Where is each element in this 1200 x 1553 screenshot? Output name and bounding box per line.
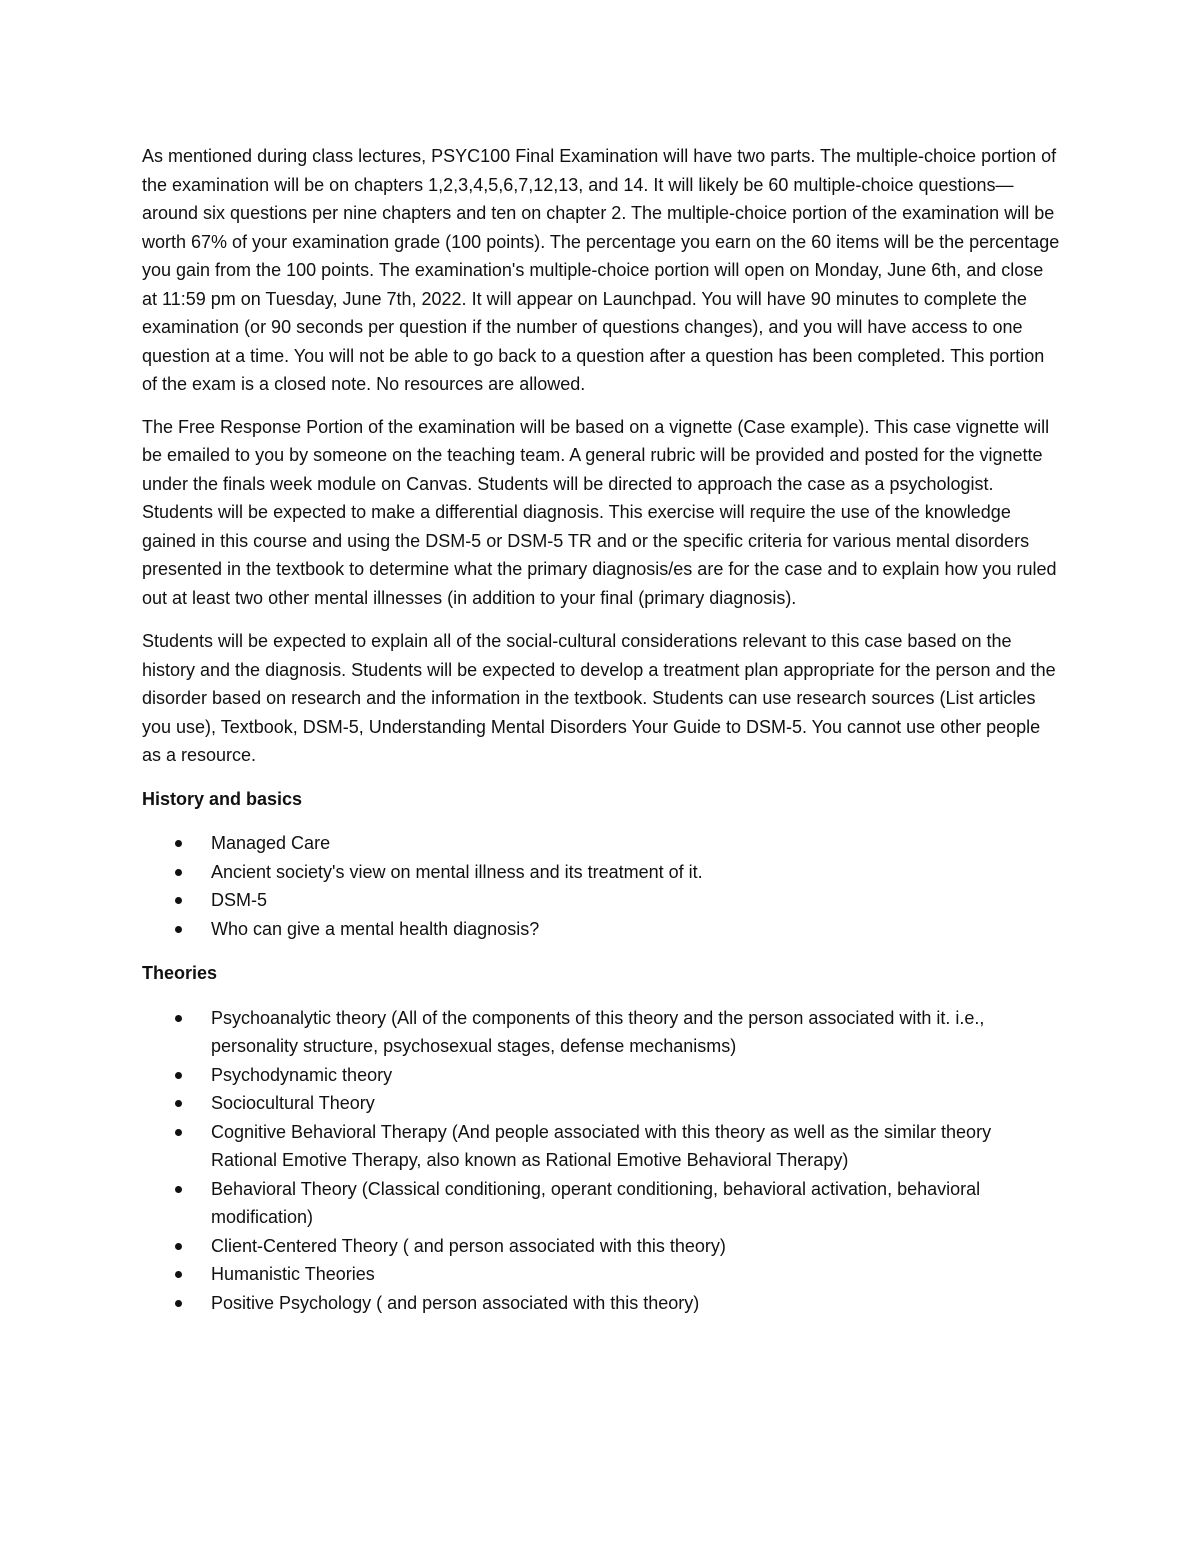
list-item: Ancient society's view on mental illness and its treatment of it. [142,858,1060,887]
list-item: Behavioral Theory (Classical conditioning, operant conditioning, behavioral activation, behavioral modification) [142,1175,1060,1232]
theories-list [142,1004,1060,1318]
list-item: Psychoanalytic theory (All of the components of this theory and the person associated with it. i.e., personality structure, psychosexual stages, defense mechanisms) [142,1004,1060,1061]
list-item: Cognitive Behavioral Therapy (And people associated with this theory as well as the similar theory Rational Emotive Therapy, also known as Rational Emotive Behavioral Therapy) [142,1118,1060,1175]
section-heading-theories: Theories [142,963,218,983]
bullet-icon [175,869,182,876]
list-item: Psychodynamic theory [142,1061,1060,1090]
free-response-paragraph: The Free Response Portion of the examination will be based on a vignette (Case example). This case vignette will be emailed to you by someone on the teaching team. A general rubric will be provided and posted for the vignette under the finals week module on Canvas. Students will be directed to approach the case as a psychologist. Students will be expected to make a differential diagnosis. This exercise will require the use of the knowledge gained in this course and using the DSM-5 or DSM-5 TR and or the specific criteria for various mental disorders presented in the textbook to determine what the primary diagnosis/es are for the case and to explain how you ruled out at least two other mental illnesses (in addition to your final (primary diagnosis). [142,416,1057,608]
bullet-icon [175,1243,182,1250]
list-item: Positive Psychology ( and person associated with this theory) [142,1289,1060,1318]
section-heading-history: History and basics [142,788,303,809]
list-item: Humanistic Theories [142,1260,1060,1289]
history-list [142,829,1060,943]
document-page [142,142,1060,1333]
bullet-icon [175,840,182,847]
intro-paragraph: As mentioned during class lectures, PSYC100 Final Examination will have two parts. The multiple-choice portion of the examination will be on chapters 1,2,3,4,5,6,7,12,13, and 14. It will likely be 60 multiple-choice questions— around six questions per nine chapters and ten on chapter 2. The multiple-choice portion of the examination will be worth 67% of your examination grade (100 points). The percentage you earn on the 60 items will be the percentage you gain from the 100 points. The examination's multiple-choice portion will open on Monday, June 6th, and close at 11:59 pm on Tuesday, June 7th, 2022. It will appear on Launchpad. You will have 90 minutes to complete the examination (or 90 seconds per question if the number of questions changes), and you will have access to one question at a time. You will not be able to go back to a question after a question has been completed. This portion of the exam is a closed note. No resources are allowed. [142,146,1060,394]
list-item: Managed Care [142,829,1060,858]
list-item: DSM-5 [142,886,1060,915]
expectations-paragraph: Students will be expected to explain all of the social-cultural considerations relevant to this case based on the history and the diagnosis. Students will be expected to develop a treatment plan appropriate for the person and the disorder based on research and the information in the textbook. Students can use research sources (List articles you use), Textbook, DSM-5, Understanding Mental Disorders Your Guide to DSM-5. You cannot use other people as a resource. [142,631,1056,765]
list-item: Client-Centered Theory ( and person associated with this theory) [142,1232,1060,1261]
bullet-icon [175,1129,182,1136]
list-item: Sociocultural Theory [142,1089,1060,1118]
bullet-icon [175,1100,182,1107]
bullet-icon [175,1015,182,1022]
bullet-icon [175,1072,182,1079]
bullet-icon [175,1300,182,1307]
bullet-icon [175,1271,182,1278]
bullet-icon [175,897,182,904]
list-item: Who can give a mental health diagnosis? [142,915,1060,944]
bullet-icon [175,1186,182,1193]
bullet-icon [175,926,182,933]
